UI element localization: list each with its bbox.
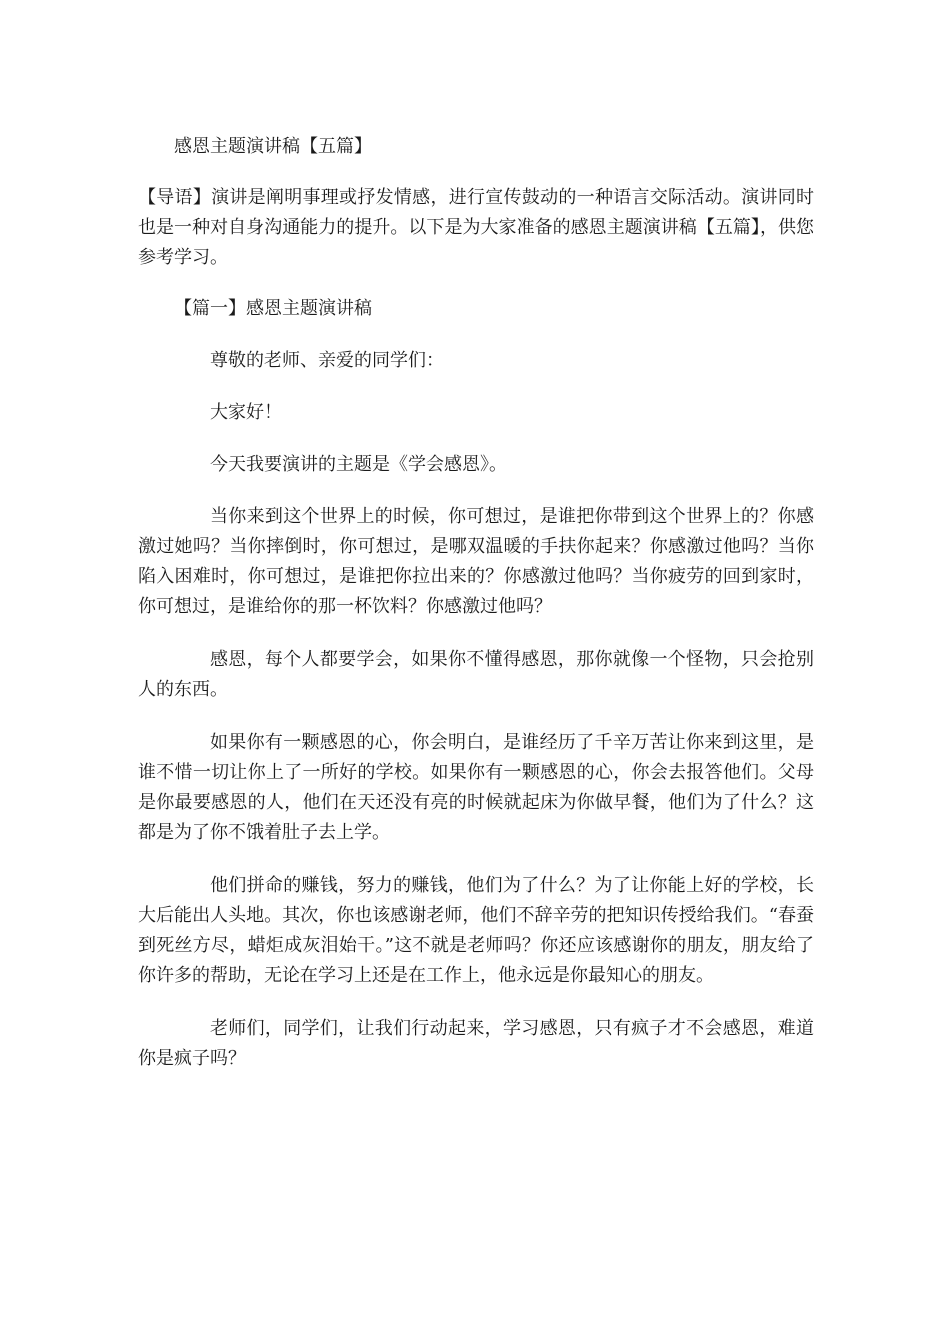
- body-paragraph: 感恩，每个人都要学会，如果你不懂得感恩，那你就像一个怪物，只会抢别人的东西。: [138, 649, 814, 700]
- document-body: [138, 132, 814, 1097]
- body-paragraph: 他们拼命的赚钱，努力的赚钱，他们为了什么？为了让你能上好的学校，长大后能出人头地。其次，你也该感谢老师，他们不辞辛劳的把知识传授给我们。“春蚕到死丝方尽，蜡炬成灰泪始干。”这不就是老师吗？你还应该感谢你的朋友，朋友给了你许多的帮助，无论在学习上还是在工作上，他永远是你最知心的朋友。: [138, 875, 814, 986]
- body-paragraph: 老师们，同学们，让我们行动起来，学习感恩，只有疯子才不会感恩，难道你是疯子吗？: [138, 1018, 814, 1069]
- body-paragraph: 当你来到这个世界上的时候，你可想过，是谁把你带到这个世界上的？你感激过她吗？当你摔倒时，你可想过，是哪双温暖的手扶你起来？你感激过他吗？当你陷入困难时，你可想过，是谁把你拉出来的？你感激过他吗？当你疲劳的回到家时，你可想过，是谁给你的那一杯饮料？你感激过他吗？: [138, 506, 814, 617]
- greeting: 大家好！: [210, 402, 282, 423]
- body-paragraph: 如果你有一颗感恩的心，你会明白，是谁经历了千辛万苦让你来到这里，是谁不惜一切让你上了一所好的学校。如果你有一颗感恩的心，你会去报答他们。父母是你最要感恩的人，他们在天还没有亮的时候就起床为你做早餐，他们为了什么？这都是为了你不饿着肚子去上学。: [138, 732, 814, 843]
- salutation: 尊敬的老师、亲爱的同学们：: [210, 350, 444, 371]
- section-heading: 【篇一】感恩主题演讲稿: [174, 298, 372, 319]
- speech-topic: 今天我要演讲的主题是《学会感恩》。: [210, 454, 507, 475]
- document-title: 感恩主题演讲稿【五篇】: [174, 136, 372, 157]
- intro-paragraph: 【导语】演讲是阐明事理或抒发情感，进行宣传鼓动的一种语言交际活动。演讲同时也是一种对自身沟通能力的提升。以下是为大家准备的感恩主题演讲稿【五篇】，供您参考学习。: [138, 187, 814, 268]
